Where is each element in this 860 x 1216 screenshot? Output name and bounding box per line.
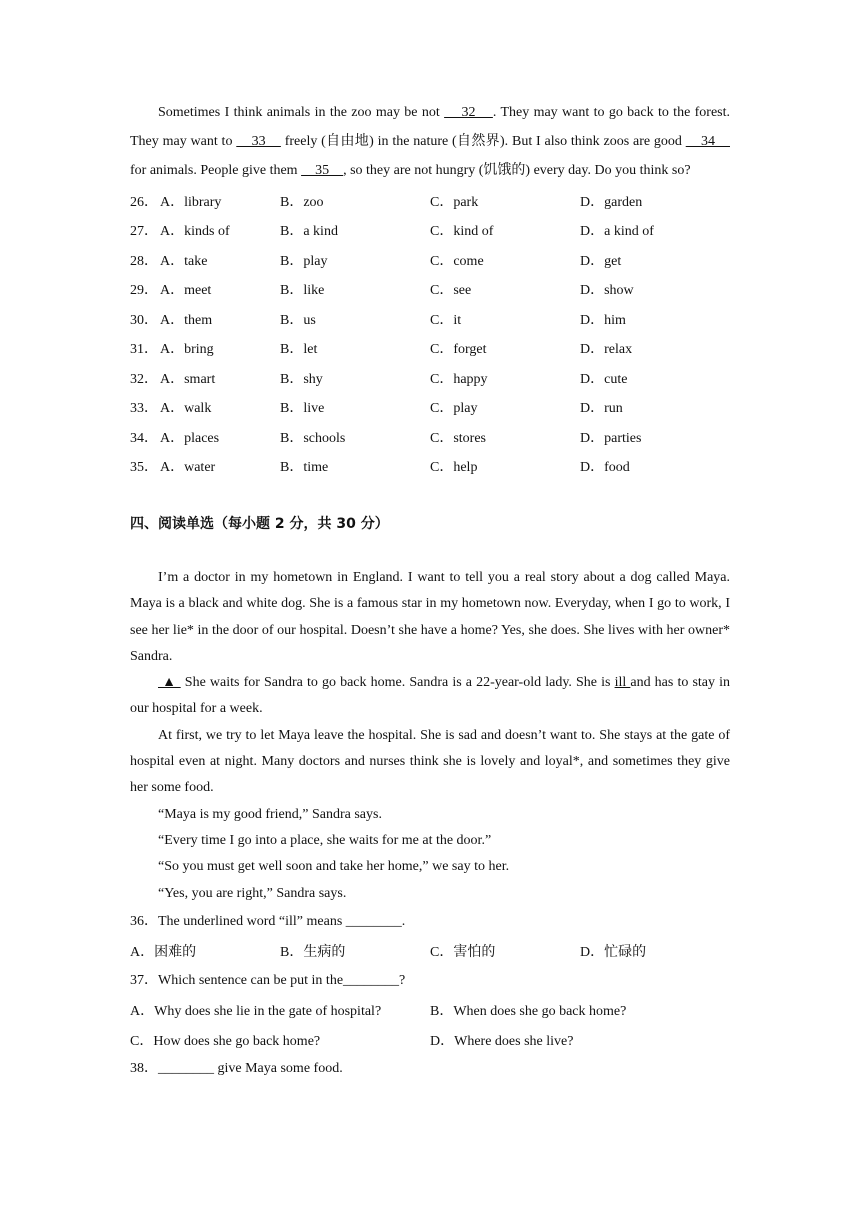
question-number: 27． <box>130 224 158 240</box>
option-a: A．places <box>160 430 220 446</box>
triangle-blank: ▲ <box>158 675 181 691</box>
question-row-29 <box>130 275 730 305</box>
option-d: D．food <box>580 460 630 476</box>
question-row-27 <box>130 216 730 246</box>
passage-paragraph-1: I’m a doctor in my hometown in England. I want to tell you a real story about a dog called Maya. Maya is a black and white dog. She is a famous star in my hometown now. Everyday, when I go to work, I see her lie* in the door of our hospital. Doesn’t she have a home? Yes, she does. She lives with her owner* Sandra. <box>130 570 730 664</box>
question-38 <box>130 1054 730 1084</box>
option-b: B．live <box>280 401 325 417</box>
option-d: D．cute <box>580 371 628 387</box>
question-row-33 <box>130 393 730 423</box>
question-row-34 <box>130 422 730 452</box>
option-c: C．stores <box>430 430 486 446</box>
passage-paragraph-3: At first, we try to let Maya leave the hospital. She is sad and doesn’t want to. She stays at the gate of hospital even at night. Many doctors and nurses think she is lovely and loyal*, and sometimes they give her some food. <box>130 727 730 796</box>
option-d: D．him <box>580 312 626 328</box>
option-c: C．it <box>430 312 462 328</box>
option-b: B．let <box>280 342 318 358</box>
option-d: D．忙碌的 <box>580 945 647 961</box>
option-c: C．害怕的 <box>430 945 496 961</box>
option-a: A．water <box>160 460 216 476</box>
option-d: D．relax <box>580 342 633 358</box>
blank-33: 33 <box>236 134 281 149</box>
option-b: B．生病的 <box>280 945 346 961</box>
option-d: D．a kind of <box>580 224 654 240</box>
option-c: C．come <box>430 253 484 269</box>
option-c: C．happy <box>430 371 488 387</box>
question-number: 31． <box>130 342 158 358</box>
option-b: B．like <box>280 283 325 299</box>
option-b: B．When does she go back home? <box>430 1004 627 1020</box>
answer-options <box>130 936 730 966</box>
question-row-30 <box>130 304 730 334</box>
option-b: B．schools <box>280 430 346 446</box>
option-d: D．parties <box>580 430 642 446</box>
question-number: 29． <box>130 283 158 299</box>
option-b: B．time <box>280 460 329 476</box>
option-c: C．kind of <box>430 224 494 240</box>
passage-paragraph-4: “Maya is my good friend,” Sandra says. <box>158 806 382 822</box>
question-number: 34． <box>130 430 158 446</box>
option-a: A．them <box>160 312 213 328</box>
option-a: A．walk <box>160 401 212 417</box>
option-c: C．help <box>430 460 478 476</box>
question-number: 35． <box>130 460 158 476</box>
option-a: A．Why does she lie in the gate of hospital? <box>130 1004 382 1020</box>
document-page <box>130 98 730 1084</box>
option-a: A．bring <box>160 342 214 358</box>
option-d: D．get <box>580 253 622 269</box>
blank-32: 32 <box>444 105 493 120</box>
cloze-options-list <box>130 186 730 481</box>
option-d: D．Where does she live? <box>430 1033 574 1049</box>
question-stem: 37．Which sentence can be put in the________? <box>130 972 406 988</box>
option-c: C．forget <box>430 342 487 358</box>
question-row-26 <box>130 186 730 216</box>
option-c: C．How does she go back home? <box>130 1033 321 1049</box>
option-c: C．see <box>430 283 472 299</box>
blank-34: 34 <box>685 134 730 149</box>
question-row-31 <box>130 334 730 364</box>
question-number: 30． <box>130 312 158 328</box>
reading-passage <box>130 565 730 907</box>
option-c: C．play <box>430 401 478 417</box>
option-a: A．kinds of <box>160 224 230 240</box>
question-stem: 36．The underlined word “ill” means ________. <box>130 913 406 929</box>
option-c: C．park <box>430 194 479 210</box>
option-a: A．meet <box>160 283 212 299</box>
question-number: 32． <box>130 371 158 387</box>
option-b: B．a kind <box>280 224 338 240</box>
question-number: 33． <box>130 401 158 417</box>
option-b: B．play <box>280 253 328 269</box>
question-row-28 <box>130 245 730 275</box>
option-b: B．zoo <box>280 194 324 210</box>
passage-paragraph-6: “So you must get well soon and take her home,” we say to her. <box>158 859 510 875</box>
cloze-paragraph-tail: Sometimes I think animals in the zoo may be not 32 . They may want to go back to the forest. They may want to 33 freely (自由地) in the nature (自然界). But I also think zoos are good 34 for animals. People give them 35 , so they are not hungry (饥饿的) every day. Do you think so? <box>130 105 731 178</box>
answer-options-row-2 <box>130 1025 730 1055</box>
question-row-32 <box>130 363 730 393</box>
option-d: D．show <box>580 283 634 299</box>
blank-35: 35 <box>301 163 344 178</box>
option-a: A．smart <box>160 371 216 387</box>
passage-paragraph-5: “Every time I go into a place, she waits for me at the door.” <box>158 832 492 848</box>
option-b: B．us <box>280 312 316 328</box>
underlined-word-ill: ill <box>614 675 631 691</box>
option-b: B．shy <box>280 371 323 387</box>
answer-options-row-1 <box>130 995 730 1025</box>
question-number: 28． <box>130 253 158 269</box>
passage-paragraph-7: “Yes, you are right,” Sandra says. <box>158 885 347 901</box>
option-a: A．困难的 <box>130 945 197 961</box>
question-number: 26． <box>130 194 158 210</box>
question-stem: 38．________ give Maya some food. <box>130 1061 343 1077</box>
question-36 <box>130 907 730 966</box>
passage-paragraph-2: ▲ She waits for Sandra to go back home. Sandra is a 22-year-old lady. She is ill and has to stay in our hospital for a week. <box>130 675 730 717</box>
option-d: D．run <box>580 401 623 417</box>
question-row-35 <box>130 452 730 482</box>
question-37 <box>130 966 730 1055</box>
option-a: A．library <box>160 194 222 210</box>
section-title: 四、阅读单选（每小题 2 分，共 30 分） <box>130 516 389 532</box>
option-a: A．take <box>160 253 208 269</box>
option-d: D．garden <box>580 194 643 210</box>
